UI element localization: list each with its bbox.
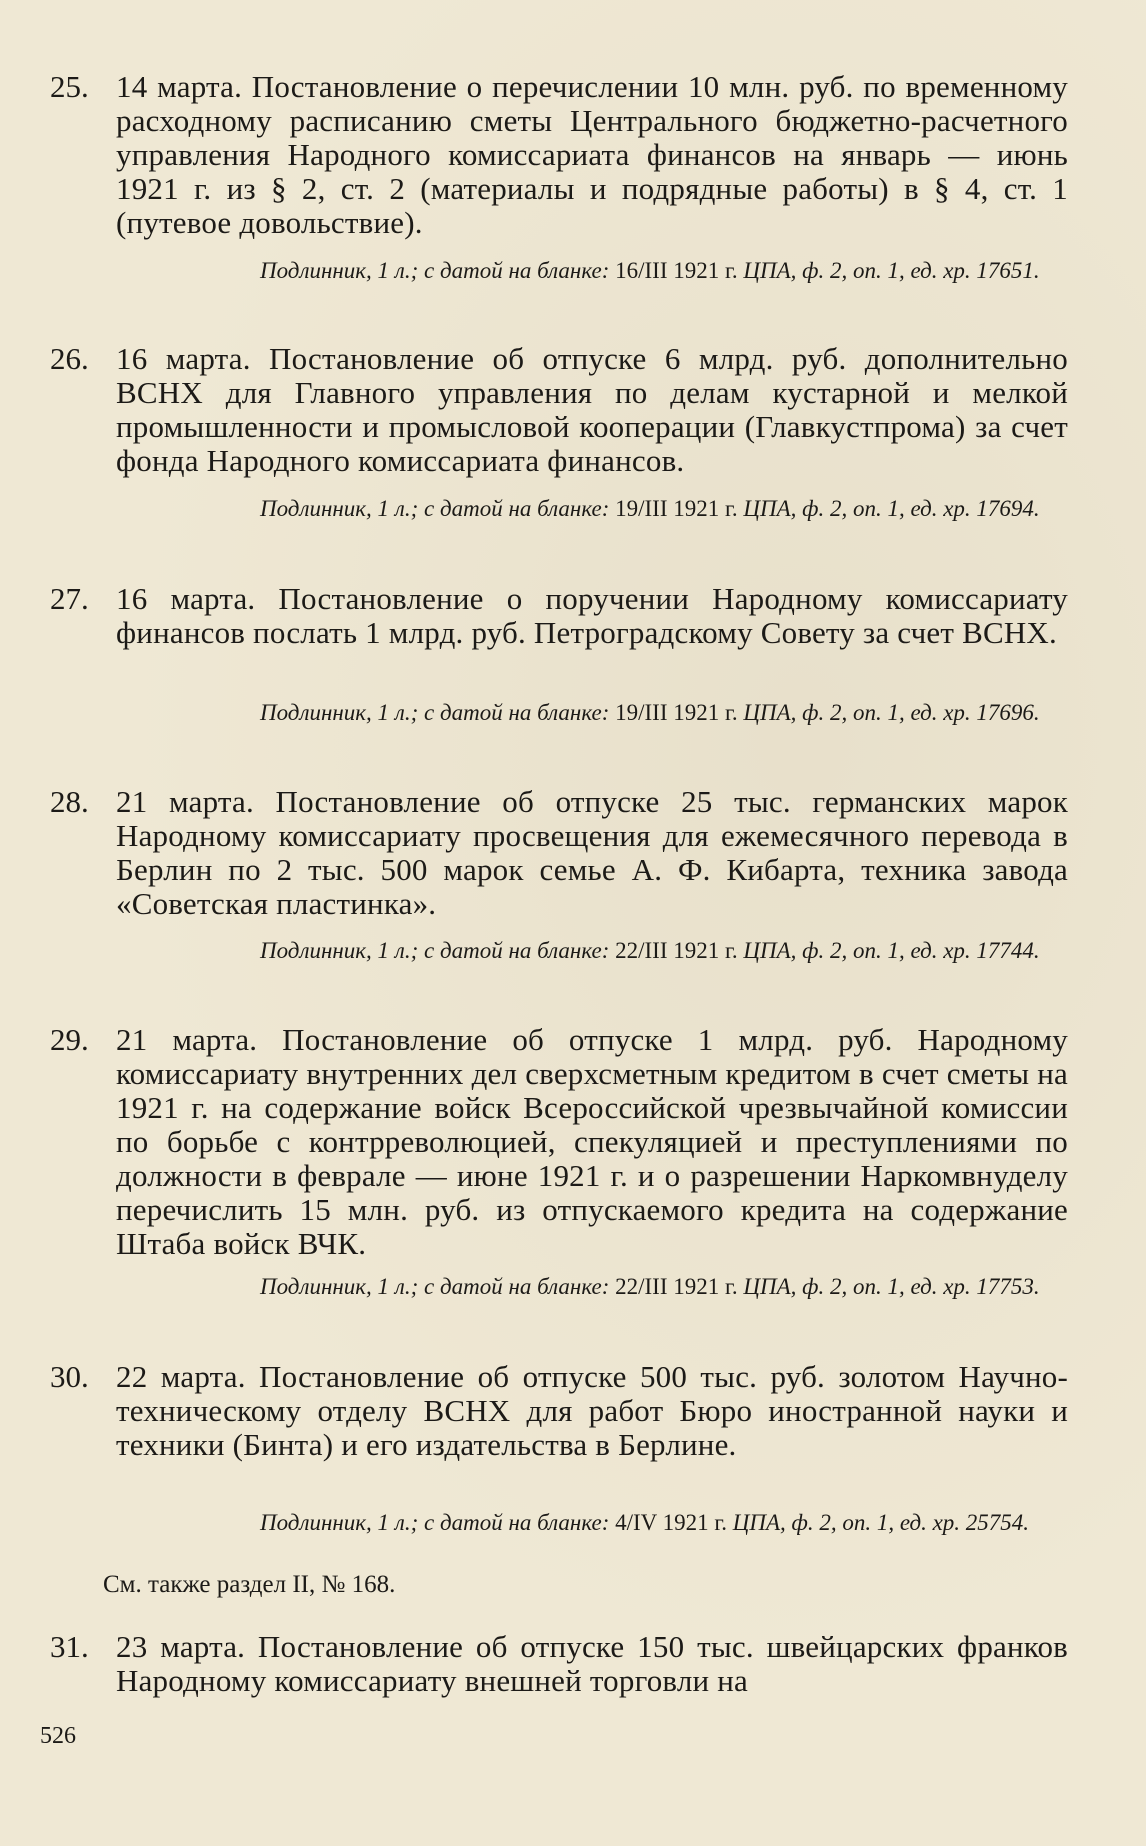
source-note-27 <box>205 698 1067 728</box>
entry-text: 14 марта. Постановление о перечислении 10 млн. руб. по временному расходному расписанию сметы Центрального бюджетно-расчетного управления Народного комиссариата финансов на январь — июнь 1921 г. из § 2, ст. 2 (материалы и подрядные работы) в § 4, ст. 1 (путевое довольствие). <box>116 69 1068 240</box>
source-date: 19/III 1921 г. <box>615 700 738 725</box>
source-note-28 <box>205 936 1067 966</box>
entry-number: 30. <box>50 1359 89 1394</box>
entry-30 <box>50 1360 1070 1462</box>
entry-29 <box>50 1023 1070 1261</box>
entry-25 <box>50 70 1070 240</box>
entry-number: 29. <box>50 1022 89 1057</box>
entry-27 <box>50 582 1070 650</box>
source-note-29 <box>205 1272 1067 1302</box>
source-note-26 <box>205 494 1067 524</box>
source-archive: ЦПА, ф. 2, оп. 1, ед. хр. 25754. <box>732 1510 1030 1535</box>
source-date: 19/III 1921 г. <box>615 496 738 521</box>
entry-text: 21 марта. Постановление об отпуске 25 тыс. германских марок Народному комиссариату просвещения для ежемесячного перевода в Берлин по 2 тыс. 500 марок семье А. Ф. Кибарта, техника завода «Советская пластинка». <box>116 784 1068 921</box>
entry-number: 25. <box>50 69 89 104</box>
entry-text: 16 марта. Постановление об отпуске 6 млрд. руб. дополнительно ВСНХ для Главного управления по делам кустарной и мелкой промышленности и промысловой кооперации (Главкустпрома) за счет фонда Народного комиссариата финансов. <box>116 341 1068 478</box>
source-date: 4/IV 1921 г. <box>615 1510 727 1535</box>
page-number: 526 <box>40 1723 76 1749</box>
source-date: 16/III 1921 г. <box>615 258 738 283</box>
entry-number: 26. <box>50 341 89 376</box>
source-date: 22/III 1921 г. <box>615 1274 738 1299</box>
source-archive: ЦПА, ф. 2, оп. 1, ед. хр. 17744. <box>743 938 1040 963</box>
see-also-note: См. также раздел II, № 168. <box>103 1571 396 1598</box>
source-note-30 <box>205 1508 1067 1538</box>
source-prefix: Подлинник, 1 л.; с датой на бланке: <box>260 496 610 521</box>
entry-number: 31. <box>50 1629 89 1664</box>
source-note-25 <box>205 256 1067 286</box>
entry-number: 27. <box>50 581 89 616</box>
source-archive: ЦПА, ф. 2, оп. 1, ед. хр. 17753. <box>743 1274 1040 1299</box>
source-prefix: Подлинник, 1 л.; с датой на бланке: <box>260 700 610 725</box>
entry-28 <box>50 785 1070 921</box>
entry-number: 28. <box>50 784 89 819</box>
entry-text: 21 марта. Постановление об отпуске 1 млрд. руб. Народному комиссариату внутренних дел сверхсметным кредитом в счет сметы на 1921 г. на содержание войск Всероссийской чрезвычайной комиссии по борьбе с контрреволюцией, спекуляцией и преступлениями по должности в феврале — июне 1921 г. и о разрешении Наркомвнуделу перечислить 15 млн. руб. из отпускаемого кредита на содержание Штаба войск ВЧК. <box>116 1022 1068 1261</box>
source-archive: ЦПА, ф. 2, оп. 1, ед. хр. 17651. <box>743 258 1040 283</box>
source-prefix: Подлинник, 1 л.; с датой на бланке: <box>260 1510 610 1535</box>
source-archive: ЦПА, ф. 2, оп. 1, ед. хр. 17694. <box>743 496 1040 521</box>
entry-31 <box>50 1630 1070 1698</box>
entry-26 <box>50 342 1070 478</box>
entry-text: 23 марта. Постановление об отпуске 150 тыс. швейцарских франков Народному комиссариату внешней торговли на <box>116 1629 1068 1698</box>
source-prefix: Подлинник, 1 л.; с датой на бланке: <box>260 258 610 283</box>
source-prefix: Подлинник, 1 л.; с датой на бланке: <box>260 1274 610 1299</box>
source-date: 22/III 1921 г. <box>615 938 738 963</box>
entry-text: 22 марта. Постановление об отпуске 500 тыс. руб. золотом Научно-техническому отделу ВСНХ для работ Бюро иностранной науки и техники (Бинта) и его издательства в Берлине. <box>116 1359 1068 1462</box>
entry-text: 16 марта. Постановление о поручении Народному комиссариату финансов послать 1 млрд. руб. Петроградскому Совету за счет ВСНХ. <box>116 581 1068 650</box>
source-archive: ЦПА, ф. 2, оп. 1, ед. хр. 17696. <box>743 700 1040 725</box>
source-prefix: Подлинник, 1 л.; с датой на бланке: <box>260 938 610 963</box>
